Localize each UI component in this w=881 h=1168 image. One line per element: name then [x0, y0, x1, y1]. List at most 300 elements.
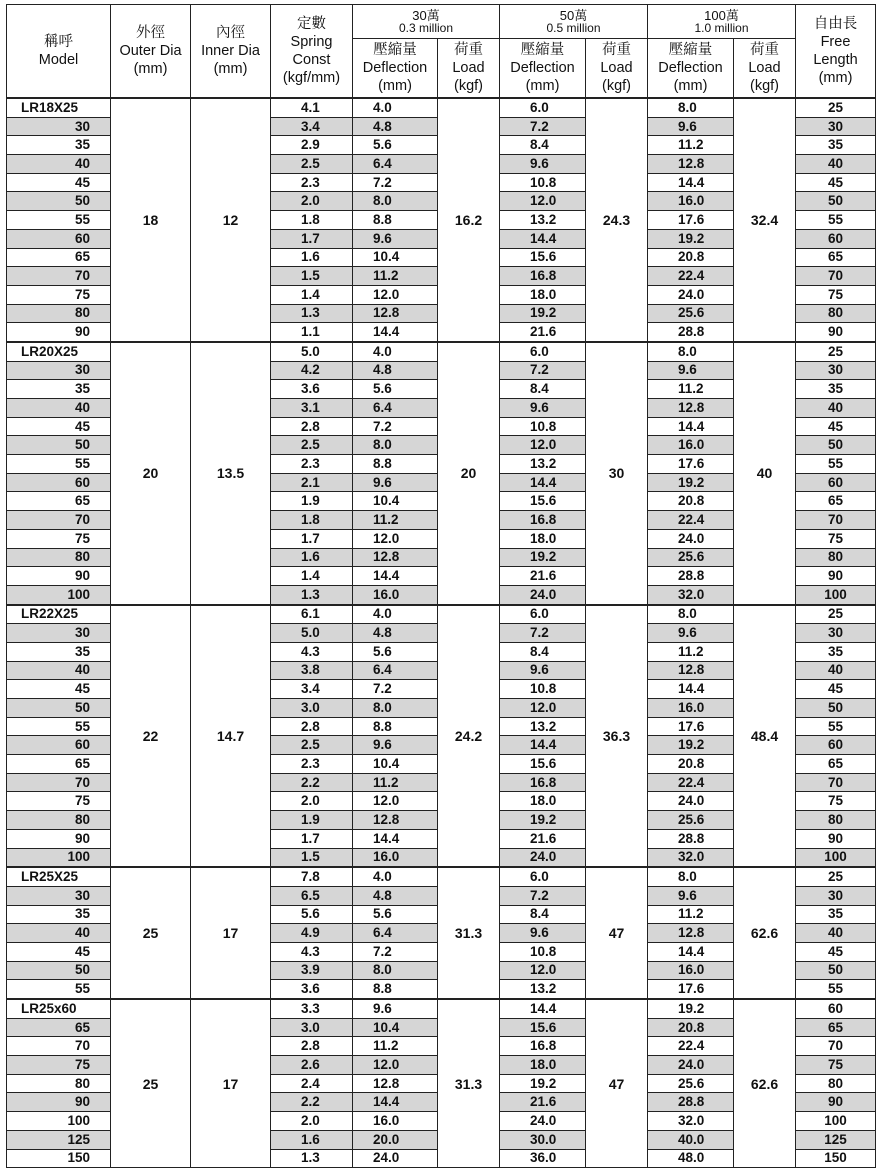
model-cell: 65 [7, 248, 111, 267]
model-cell: 40 [7, 155, 111, 174]
deflection-100-cell: 20.8 [648, 1018, 734, 1037]
deflection-100-cell: 9.6 [648, 361, 734, 380]
deflection-100-cell: 22.4 [648, 511, 734, 530]
model-cell: 60 [7, 473, 111, 492]
spring-const-cell: 4.3 [271, 642, 353, 661]
header-load-zh: 荷重 [750, 42, 779, 58]
free-length-cell: 80 [796, 1074, 876, 1093]
free-length-cell: 50 [796, 961, 876, 980]
deflection-30-cell: 5.6 [353, 380, 438, 399]
header-outer-unit: (mm) [133, 61, 168, 77]
free-length-cell: 50 [796, 699, 876, 718]
load-30-cell: 31.3 [438, 999, 500, 1168]
deflection-30-cell: 11.2 [353, 773, 438, 792]
free-length-cell: 70 [796, 1037, 876, 1056]
deflection-50-cell: 18.0 [500, 1056, 586, 1075]
model-cell: 30 [7, 886, 111, 905]
deflection-30-cell: 8.0 [353, 436, 438, 455]
header-load-en: Load [748, 60, 781, 76]
table-header [7, 5, 876, 99]
deflection-30-cell: 8.8 [353, 717, 438, 736]
spring-const-cell: 4.3 [271, 942, 353, 961]
deflection-100-cell: 11.2 [648, 642, 734, 661]
deflection-100-cell: 16.0 [648, 192, 734, 211]
model-cell: 40 [7, 924, 111, 943]
deflection-100-cell: 17.6 [648, 717, 734, 736]
deflection-50-cell: 19.2 [500, 811, 586, 830]
deflection-50-cell: 15.6 [500, 492, 586, 511]
outer-dia-cell: 20 [111, 342, 191, 605]
header-free-zh: 自由長 [813, 16, 858, 32]
model-cell: LR18X25 [7, 98, 111, 117]
spring-const-cell: 3.0 [271, 1018, 353, 1037]
header-deflection-zh: 壓縮量 [668, 42, 713, 58]
table-row [7, 605, 876, 624]
header-group-100 [648, 5, 796, 39]
deflection-30-cell: 4.0 [353, 605, 438, 624]
model-cell: 80 [7, 304, 111, 323]
deflection-50-cell: 36.0 [500, 1149, 586, 1168]
free-length-cell: 35 [796, 380, 876, 399]
model-cell: 75 [7, 529, 111, 548]
free-length-cell: 80 [796, 548, 876, 567]
deflection-30-cell: 4.8 [353, 624, 438, 643]
deflection-100-cell: 22.4 [648, 267, 734, 286]
spring-const-cell: 2.0 [271, 1112, 353, 1131]
header-g100-en: 1.0 million [694, 21, 749, 35]
header-free-en2: Length [813, 52, 858, 68]
header-deflection-unit: (mm) [378, 78, 412, 94]
deflection-100-cell: 48.0 [648, 1149, 734, 1168]
deflection-50-cell: 9.6 [500, 399, 586, 418]
model-cell: 75 [7, 1056, 111, 1075]
free-length-cell: 40 [796, 661, 876, 680]
deflection-100-cell: 24.0 [648, 529, 734, 548]
deflection-30-cell: 4.8 [353, 886, 438, 905]
deflection-100-cell: 9.6 [648, 624, 734, 643]
outer-dia-cell: 22 [111, 605, 191, 868]
free-length-cell: 35 [796, 905, 876, 924]
deflection-50-cell: 13.2 [500, 717, 586, 736]
spring-const-cell: 3.6 [271, 380, 353, 399]
free-length-cell: 100 [796, 585, 876, 604]
deflection-100-cell: 8.0 [648, 342, 734, 361]
deflection-30-cell: 7.2 [353, 417, 438, 436]
deflection-30-cell: 12.0 [353, 285, 438, 304]
spring-const-cell: 1.7 [271, 529, 353, 548]
free-length-cell: 70 [796, 511, 876, 530]
spring-const-cell: 2.3 [271, 455, 353, 474]
outer-dia-cell: 25 [111, 999, 191, 1168]
deflection-30-cell: 8.0 [353, 961, 438, 980]
free-length-cell: 90 [796, 323, 876, 342]
model-cell: 35 [7, 136, 111, 155]
deflection-50-cell: 9.6 [500, 661, 586, 680]
spring-const-cell: 2.0 [271, 192, 353, 211]
deflection-50-cell: 18.0 [500, 792, 586, 811]
table-row [7, 999, 876, 1018]
spring-const-cell: 4.9 [271, 924, 353, 943]
deflection-100-cell: 32.0 [648, 1112, 734, 1131]
deflection-50-cell: 10.8 [500, 173, 586, 192]
deflection-30-cell: 9.6 [353, 736, 438, 755]
spring-const-cell: 2.3 [271, 173, 353, 192]
deflection-100-cell: 24.0 [648, 792, 734, 811]
deflection-50-cell: 18.0 [500, 285, 586, 304]
spring-const-cell: 1.3 [271, 585, 353, 604]
model-cell: 100 [7, 1112, 111, 1131]
header-g30-en: 0.3 million [398, 21, 454, 35]
spring-const-cell: 1.9 [271, 811, 353, 830]
deflection-50-cell: 10.8 [500, 680, 586, 699]
free-length-cell: 100 [796, 848, 876, 867]
spring-const-cell: 2.5 [271, 155, 353, 174]
deflection-100-cell: 9.6 [648, 117, 734, 136]
header-deflection-en: Deflection [510, 60, 575, 76]
deflection-30-cell: 12.0 [353, 1056, 438, 1075]
spring-const-cell: 2.6 [271, 1056, 353, 1075]
deflection-50-cell: 10.8 [500, 417, 586, 436]
deflection-30-cell: 14.4 [353, 567, 438, 586]
deflection-100-cell: 14.4 [648, 173, 734, 192]
deflection-50-cell: 9.6 [500, 155, 586, 174]
model-cell: 45 [7, 942, 111, 961]
deflection-50-cell: 21.6 [500, 323, 586, 342]
deflection-100-cell: 16.0 [648, 699, 734, 718]
deflection-50-cell: 14.4 [500, 473, 586, 492]
deflection-100-cell: 14.4 [648, 942, 734, 961]
deflection-30-cell: 12.8 [353, 548, 438, 567]
free-length-cell: 60 [796, 229, 876, 248]
free-length-cell: 45 [796, 942, 876, 961]
free-length-cell: 55 [796, 455, 876, 474]
deflection-100-cell: 22.4 [648, 773, 734, 792]
model-cell: 55 [7, 717, 111, 736]
spring-const-cell: 1.3 [271, 304, 353, 323]
model-cell: 90 [7, 323, 111, 342]
deflection-50-cell: 8.4 [500, 380, 586, 399]
spring-spec-table-container [6, 4, 875, 1168]
deflection-100-cell: 24.0 [648, 1056, 734, 1075]
header-load-unit: (kgf) [750, 78, 779, 94]
free-length-cell: 45 [796, 417, 876, 436]
deflection-50-cell: 8.4 [500, 905, 586, 924]
deflection-50-cell: 16.8 [500, 773, 586, 792]
deflection-30-cell: 4.0 [353, 342, 438, 361]
deflection-30-cell: 8.0 [353, 699, 438, 718]
deflection-30-cell: 16.0 [353, 848, 438, 867]
model-cell: 65 [7, 492, 111, 511]
deflection-30-cell: 7.2 [353, 173, 438, 192]
model-cell: 75 [7, 792, 111, 811]
deflection-30-cell: 12.0 [353, 792, 438, 811]
deflection-100-cell: 11.2 [648, 136, 734, 155]
header-load-unit: (kgf) [454, 78, 483, 94]
model-cell: 30 [7, 117, 111, 136]
header-load-unit: (kgf) [602, 78, 631, 94]
deflection-50-cell: 15.6 [500, 755, 586, 774]
deflection-100-cell: 14.4 [648, 680, 734, 699]
deflection-100-cell: 14.4 [648, 417, 734, 436]
deflection-50-cell: 24.0 [500, 1112, 586, 1131]
model-cell: 125 [7, 1130, 111, 1149]
deflection-30-cell: 4.8 [353, 361, 438, 380]
free-length-cell: 25 [796, 342, 876, 361]
free-length-cell: 65 [796, 755, 876, 774]
spring-const-cell: 3.0 [271, 699, 353, 718]
deflection-30-cell: 6.4 [353, 399, 438, 418]
spring-const-cell: 4.1 [271, 98, 353, 117]
header-outer-dia [111, 5, 191, 99]
inner-dia-cell: 12 [191, 98, 271, 342]
deflection-100-cell: 28.8 [648, 323, 734, 342]
spring-const-cell: 2.5 [271, 736, 353, 755]
spring-const-cell: 2.2 [271, 773, 353, 792]
deflection-100-cell: 11.2 [648, 905, 734, 924]
deflection-100-cell: 17.6 [648, 980, 734, 999]
deflection-30-cell: 5.6 [353, 905, 438, 924]
spring-const-cell: 6.5 [271, 886, 353, 905]
deflection-100-cell: 25.6 [648, 1074, 734, 1093]
spring-const-cell: 2.3 [271, 755, 353, 774]
spring-const-cell: 1.5 [271, 848, 353, 867]
spring-const-cell: 2.5 [271, 436, 353, 455]
free-length-cell: 50 [796, 436, 876, 455]
deflection-30-cell: 12.8 [353, 304, 438, 323]
spring-const-cell: 3.6 [271, 980, 353, 999]
deflection-30-cell: 12.0 [353, 529, 438, 548]
deflection-100-cell: 16.0 [648, 436, 734, 455]
deflection-100-cell: 19.2 [648, 736, 734, 755]
deflection-30-cell: 11.2 [353, 511, 438, 530]
spring-const-cell: 2.9 [271, 136, 353, 155]
free-length-cell: 100 [796, 1112, 876, 1131]
deflection-50-cell: 7.2 [500, 361, 586, 380]
model-cell: LR25X25 [7, 867, 111, 886]
free-length-cell: 30 [796, 117, 876, 136]
deflection-50-cell: 19.2 [500, 548, 586, 567]
spring-const-cell: 3.3 [271, 999, 353, 1018]
deflection-50-cell: 13.2 [500, 455, 586, 474]
free-length-cell: 125 [796, 1130, 876, 1149]
free-length-cell: 90 [796, 829, 876, 848]
deflection-30-cell: 16.0 [353, 585, 438, 604]
deflection-50-cell: 15.6 [500, 1018, 586, 1037]
deflection-50-cell: 7.2 [500, 886, 586, 905]
deflection-50-cell: 15.6 [500, 248, 586, 267]
model-cell: 65 [7, 1018, 111, 1037]
deflection-100-cell: 8.0 [648, 605, 734, 624]
free-length-cell: 65 [796, 248, 876, 267]
load-30-cell: 16.2 [438, 98, 500, 342]
header-group-30 [353, 5, 500, 39]
deflection-50-cell: 21.6 [500, 829, 586, 848]
load-100-cell: 40 [734, 342, 796, 605]
free-length-cell: 65 [796, 1018, 876, 1037]
deflection-30-cell: 9.6 [353, 229, 438, 248]
inner-dia-cell: 13.5 [191, 342, 271, 605]
spring-const-cell: 1.4 [271, 285, 353, 304]
deflection-30-cell: 7.2 [353, 680, 438, 699]
deflection-100-cell: 16.0 [648, 961, 734, 980]
header-model [7, 5, 111, 99]
deflection-30-cell: 6.4 [353, 661, 438, 680]
deflection-50-cell: 24.0 [500, 585, 586, 604]
spring-const-cell: 2.8 [271, 417, 353, 436]
deflection-30-cell: 8.8 [353, 455, 438, 474]
free-length-cell: 60 [796, 736, 876, 755]
header-deflection-en: Deflection [658, 60, 723, 76]
deflection-50-cell: 13.2 [500, 211, 586, 230]
deflection-30-cell: 5.6 [353, 642, 438, 661]
deflection-50-cell: 14.4 [500, 229, 586, 248]
load-100-cell: 32.4 [734, 98, 796, 342]
free-length-cell: 25 [796, 98, 876, 117]
header-g50-zh: 50萬 [559, 8, 588, 23]
deflection-30-cell: 11.2 [353, 1037, 438, 1056]
free-length-cell: 90 [796, 1093, 876, 1112]
free-length-cell: 30 [796, 624, 876, 643]
free-length-cell: 50 [796, 192, 876, 211]
deflection-100-cell: 11.2 [648, 380, 734, 399]
deflection-100-cell: 9.6 [648, 886, 734, 905]
deflection-50-cell: 30.0 [500, 1130, 586, 1149]
header-deflection-unit: (mm) [673, 78, 708, 94]
header-inner-dia [191, 5, 271, 99]
deflection-100-cell: 8.0 [648, 867, 734, 886]
deflection-30-cell: 12.8 [353, 1074, 438, 1093]
spring-const-cell: 1.8 [271, 211, 353, 230]
model-cell: 70 [7, 773, 111, 792]
header-outer-en: Outer Dia [119, 43, 182, 59]
deflection-50-cell: 16.8 [500, 267, 586, 286]
spring-const-cell: 1.6 [271, 548, 353, 567]
model-cell: 35 [7, 905, 111, 924]
deflection-30-cell: 6.4 [353, 155, 438, 174]
free-length-cell: 75 [796, 1056, 876, 1075]
deflection-30-cell: 8.8 [353, 211, 438, 230]
model-cell: 150 [7, 1149, 111, 1168]
header-deflection-50 [500, 39, 586, 99]
deflection-50-cell: 12.0 [500, 192, 586, 211]
load-100-cell: 62.6 [734, 867, 796, 999]
deflection-100-cell: 25.6 [648, 548, 734, 567]
free-length-cell: 45 [796, 680, 876, 699]
model-cell: 70 [7, 1037, 111, 1056]
free-length-cell: 30 [796, 886, 876, 905]
spring-const-cell: 3.4 [271, 680, 353, 699]
deflection-50-cell: 14.4 [500, 736, 586, 755]
deflection-30-cell: 8.8 [353, 980, 438, 999]
spring-const-cell: 1.4 [271, 567, 353, 586]
model-cell: 75 [7, 285, 111, 304]
spring-const-cell: 6.1 [271, 605, 353, 624]
header-inner-en: Inner Dia [201, 43, 260, 59]
deflection-30-cell: 10.4 [353, 755, 438, 774]
model-cell: 55 [7, 211, 111, 230]
model-cell: 90 [7, 1093, 111, 1112]
deflection-100-cell: 20.8 [648, 492, 734, 511]
deflection-50-cell: 6.0 [500, 98, 586, 117]
free-length-cell: 40 [796, 399, 876, 418]
header-deflection-30 [353, 39, 438, 99]
header-spring-en1: Spring [290, 34, 333, 50]
free-length-cell: 40 [796, 155, 876, 174]
deflection-100-cell: 17.6 [648, 211, 734, 230]
load-100-cell: 48.4 [734, 605, 796, 868]
deflection-50-cell: 16.8 [500, 511, 586, 530]
deflection-30-cell: 4.8 [353, 117, 438, 136]
spring-const-cell: 5.0 [271, 624, 353, 643]
deflection-30-cell: 24.0 [353, 1149, 438, 1168]
header-load-zh: 荷重 [602, 42, 631, 58]
deflection-50-cell: 21.6 [500, 567, 586, 586]
model-cell: 70 [7, 511, 111, 530]
deflection-50-cell: 21.6 [500, 1093, 586, 1112]
deflection-30-cell: 14.4 [353, 323, 438, 342]
free-length-cell: 55 [796, 211, 876, 230]
table-row [7, 867, 876, 886]
load-30-cell: 24.2 [438, 605, 500, 868]
deflection-30-cell: 12.8 [353, 811, 438, 830]
model-cell: 50 [7, 436, 111, 455]
model-cell: LR22X25 [7, 605, 111, 624]
deflection-30-cell: 20.0 [353, 1130, 438, 1149]
deflection-100-cell: 12.8 [648, 924, 734, 943]
header-free-unit: (mm) [818, 70, 853, 86]
spring-const-cell: 5.0 [271, 342, 353, 361]
model-cell: 35 [7, 380, 111, 399]
free-length-cell: 150 [796, 1149, 876, 1168]
deflection-50-cell: 12.0 [500, 436, 586, 455]
deflection-100-cell: 25.6 [648, 304, 734, 323]
spring-const-cell: 2.4 [271, 1074, 353, 1093]
free-length-cell: 80 [796, 304, 876, 323]
free-length-cell: 40 [796, 924, 876, 943]
load-30-cell: 20 [438, 342, 500, 605]
spring-const-cell: 2.2 [271, 1093, 353, 1112]
deflection-30-cell: 9.6 [353, 473, 438, 492]
spring-const-cell: 7.8 [271, 867, 353, 886]
spring-const-cell: 3.1 [271, 399, 353, 418]
deflection-50-cell: 16.8 [500, 1037, 586, 1056]
free-length-cell: 80 [796, 811, 876, 830]
deflection-50-cell: 6.0 [500, 342, 586, 361]
deflection-30-cell: 10.4 [353, 492, 438, 511]
deflection-30-cell: 7.2 [353, 942, 438, 961]
deflection-30-cell: 10.4 [353, 1018, 438, 1037]
model-cell: 90 [7, 567, 111, 586]
model-cell: 100 [7, 848, 111, 867]
model-cell: 35 [7, 642, 111, 661]
model-cell: 40 [7, 399, 111, 418]
deflection-50-cell: 14.4 [500, 999, 586, 1018]
spring-const-cell: 3.9 [271, 961, 353, 980]
spring-const-cell: 3.8 [271, 661, 353, 680]
header-spring-const [271, 5, 353, 99]
free-length-cell: 70 [796, 773, 876, 792]
free-length-cell: 55 [796, 717, 876, 736]
load-50-cell: 24.3 [586, 98, 648, 342]
load-50-cell: 30 [586, 342, 648, 605]
free-length-cell: 75 [796, 285, 876, 304]
deflection-100-cell: 28.8 [648, 567, 734, 586]
deflection-30-cell: 16.0 [353, 1112, 438, 1131]
header-deflection-zh: 壓縮量 [373, 42, 417, 58]
outer-dia-cell: 18 [111, 98, 191, 342]
header-model-zh: 稱呼 [44, 34, 73, 50]
deflection-50-cell: 19.2 [500, 304, 586, 323]
